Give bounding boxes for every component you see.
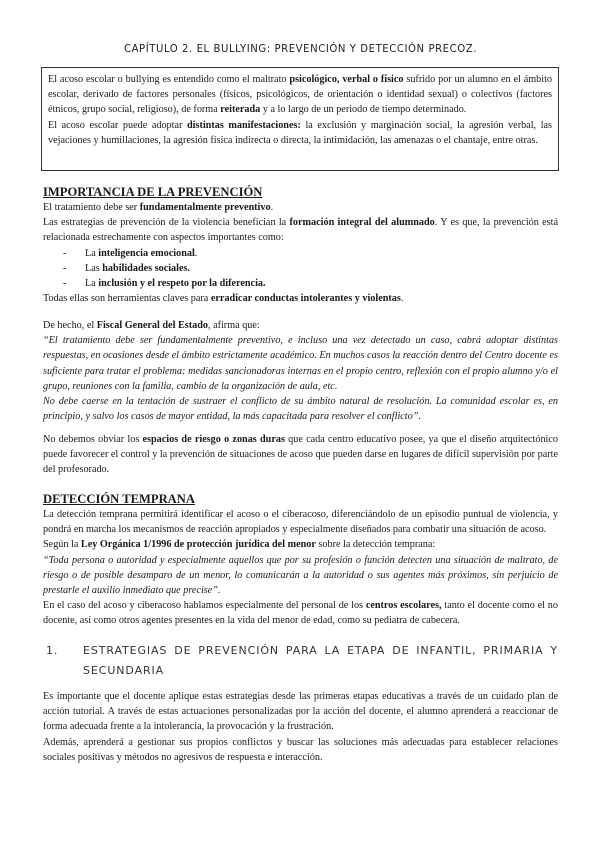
text-run: sufrido por un alumno en el ámbito escolar, derivado de factores personales (físicos, psicológicos, de orientación o identidad sexual) o colectivos (factores étnicos, grupo social, religioso), de forma	[48, 74, 553, 116]
fiscal-quote: “El tratamiento debe ser fundamentalmente preventivo, e incluso una vez detectado un caso, cabrá adoptar distintas respuestas, en ocasiones desde el ámbito estrictamente académico. En muchos casos la reacción dentro del Centro docente es suficiente para tratar el problema: medidas sancionadoras internas en el propio centro, reflexión con el propio alumno y/o el grupo, reuniones con la familia, cambio de la organización de aula, etc.	[43, 335, 558, 392]
section-heading-detection: DETECCIÓN TEMPRANA	[43, 492, 195, 506]
list-item	[63, 276, 558, 291]
text-run: Las estrategias de prevención de la violencia benefician la	[43, 217, 290, 229]
dash-bullet-icon: -	[63, 262, 67, 274]
text-run: El acoso escolar puede adoptar	[48, 119, 187, 131]
text-run: El acoso escolar o bullying es entendido como el maltrato	[48, 74, 290, 85]
text-run: .	[400, 293, 404, 305]
list-item	[63, 261, 558, 276]
text-run: De hecho, el	[43, 320, 97, 331]
section-heading-prevention: IMPORTANCIA DE LA PREVENCIÓN	[43, 185, 263, 199]
bold-text: espacios de riesgo o zonas duras	[142, 434, 285, 445]
bold-text: fundamentalmente preventivo	[139, 202, 271, 213]
definition-box	[41, 67, 559, 171]
text-run: que cada centro educativo posee, ya que el diseño arquitectónico puede favorecer el control y la prevención de situaciones de acoso que pueden darse en lugares de difícil supervisión por parte del profesorado.	[43, 434, 558, 476]
strategies-section	[43, 641, 558, 765]
definition-paragraph	[48, 72, 552, 118]
fiscal-quote-section	[43, 318, 558, 424]
text-run: .	[194, 247, 198, 259]
text-run: El tratamiento debe ser	[43, 202, 140, 213]
text-run: No debemos obviar los	[43, 434, 143, 445]
paragraph	[43, 215, 558, 245]
heading-number: 1.	[46, 644, 59, 657]
text-run: .	[270, 202, 274, 213]
text-run: Según la	[43, 539, 81, 551]
paragraph	[43, 200, 558, 215]
list-item	[63, 246, 558, 261]
text-run: sobre la detección temprana:	[315, 539, 436, 551]
manifestations-paragraph	[48, 118, 552, 148]
text-run: . Y es que, la prevención está relacionada estrechamente con aspectos importantes como:	[43, 217, 558, 244]
text-run: La	[85, 247, 99, 259]
bold-text: Fiscal General del Estado	[96, 320, 208, 331]
text-run: la exclusión y marginación social, la agresión verbal, las vejaciones y humillaciones, la agresión física indirecta o directa, la intimidación, las amenazas o el chantaje, entre otras.	[48, 119, 553, 146]
dash-bullet-icon: -	[63, 278, 67, 290]
paragraph	[43, 598, 558, 628]
paragraph	[43, 537, 558, 552]
bold-text: Ley Orgánica 1/1996 de protección jurídica del menor	[80, 539, 316, 551]
paragraph: Además, aprenderá a gestionar sus propios conflictos y buscar las soluciones más adecuadas para establecer relaciones sociales positivas y métodos no agresivos de respuesta e interacción.	[43, 736, 558, 763]
numbered-heading-strategies	[43, 641, 558, 681]
paragraph	[43, 291, 558, 306]
chapter-title: CAPÍTULO 2. EL BULLYING: PREVENCIÓN Y DETECCIÓN PRECOZ.	[123, 42, 478, 55]
bold-text: centros escolares,	[365, 600, 442, 612]
paragraph	[43, 318, 558, 333]
risk-zones-paragraph-block	[43, 432, 558, 478]
paragraph	[43, 432, 558, 478]
text-run: tanto el docente como el no docente, así como otros agentes presentes en la vida del menor de edad, como su pediatra de cabecera.	[43, 600, 558, 627]
text-run: Las	[85, 262, 103, 274]
fiscal-quote-continued: No debe caerse en la tentación de sustraer el conflicto de su ámbito natural de resolución. La comunidad escolar es, en principio, y salvo los casos de mayor entidad, la más capacitada para resolver el conflicto”.	[43, 396, 558, 423]
paragraph: Es importante que el docente aplique estas estrategias desde las primeras etapas educativas a través de un cuidado plan de acción tutorial. A través de estas actuaciones personalizadas por la acción del docente, el alumno aprenderá a reaccionar de forma adecuada frente a la intolerancia, la provocación y la frustración.	[43, 691, 558, 733]
text-run: , afirma que:	[207, 320, 260, 331]
text-run: y a lo largo de un periodo de tiempo determinado.	[260, 104, 467, 116]
detection-section	[43, 491, 558, 629]
bold-text: distintas manifestaciones:	[187, 119, 301, 131]
dash-bullet-icon: -	[63, 247, 67, 259]
prevention-section	[43, 184, 558, 306]
paragraph: La detección temprana permitirá identificar el acoso o el ciberacoso, diferenciándolo de un episodio puntual de violencia, y pondrá en marcha los mecanismos de reacción apropiados y especialmente diseñados para combatir una situación de acoso.	[43, 509, 558, 536]
bold-text: inteligencia emocional	[98, 247, 195, 259]
bold-text: inclusión y el respeto por la diferencia.	[98, 278, 266, 290]
text-run: La	[85, 278, 99, 290]
bold-text: formación integral del alumnado	[289, 217, 435, 229]
text-run: En el caso del acoso y ciberacoso hablamos especialmente del personal de los	[43, 600, 366, 612]
prevention-aspects-list	[43, 246, 558, 292]
bold-text: reiterada	[220, 104, 261, 116]
text-run: Todas ellas son herramientas claves para	[43, 293, 211, 305]
law-quote: “Toda persona o autoridad y especialmente aquellos que por su profesión o función detecten una situación de maltrato, de riesgo o de posible desamparo de un menor, lo comunicarán a la autoridad o sus agentes más próximos, sin perjuicio de prestarle el auxilio inmediato que precise”.	[43, 554, 558, 597]
bold-text: psicológico, verbal o físico	[289, 74, 404, 85]
bold-text: habilidades sociales.	[102, 262, 191, 274]
bold-text: erradicar conductas intolerantes y violentas	[210, 293, 401, 305]
heading-text: ESTRATEGIAS DE PREVENCIÓN PARA LA ETAPA DE INFANTIL, PRIMARIA Y SECUNDARIA	[83, 644, 558, 677]
